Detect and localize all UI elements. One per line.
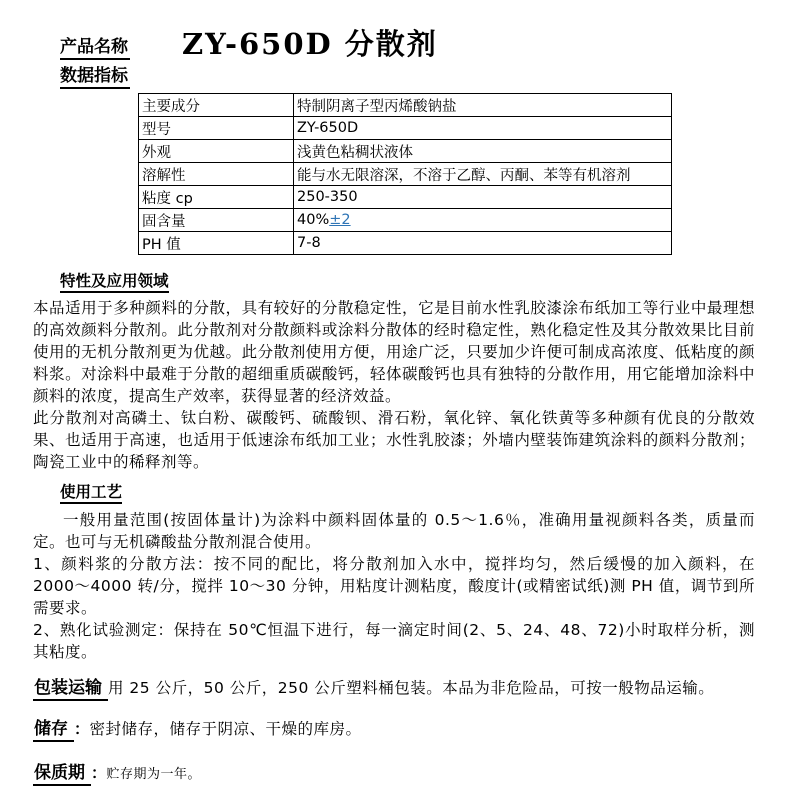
data-index-label: 数据指标 — [60, 66, 130, 89]
table-row — [139, 163, 672, 186]
spec-label: 固含量 — [139, 209, 294, 232]
usage-section-heading — [60, 482, 755, 504]
spec-label: 粘度 cp — [139, 186, 294, 209]
shelf-life-section — [33, 761, 755, 787]
data-index-row — [33, 66, 755, 90]
header-row — [33, 26, 755, 60]
spec-value — [294, 209, 672, 232]
table-row — [139, 94, 672, 117]
spec-label: 外观 — [139, 140, 294, 163]
spec-value: 250-350 — [294, 186, 672, 209]
features-paragraph-2: 此分散剂对高磷土、钛白粉、碳酸钙、硫酸钡、滑石粉，氧化锌、氧化铁黄等多种颜有优良的分散效果、也适用于高速，也适用于低速涂布纸加工业；水性乳胶漆；外墙内壁装饰建筑涂料的颜料分散剂；陶瓷工业中的稀释剂等。 — [33, 409, 755, 471]
spec-label: 型号 — [139, 117, 294, 140]
table-row — [139, 140, 672, 163]
storage-text: 密封储存，储存于阴凉、干燥的库房。 — [89, 720, 362, 738]
usage-heading-text: 使用工艺 — [60, 483, 122, 504]
spec-value: 浅黄色粘稠状液体 — [294, 140, 672, 163]
features-paragraph-1: 本品适用于多种颜料的分散，具有较好的分散稳定性，它是目前水性乳胶漆涂布纸加工等行业中最理想的高效颜料分散剂。此分散剂对分散颜料或涂料分散体的经时稳定性，熟化稳定性及其分散效果比目前使用的无机分散剂更为优越。此分散剂使用方便，用途广泛，只要加少许便可制成高浓度、低粘度的颜料浆。对涂料中最难于分散的超细重质碳酸钙，轻体碳酸钙也具有独特的分散作用，用它能增加涂料中颜料的浓度，提高生产效率，获得显著的经济效益。 — [33, 299, 755, 405]
features-heading-text: 特性及应用领域 — [60, 272, 169, 293]
storage-separator: ： — [74, 720, 90, 738]
table-row — [139, 209, 672, 232]
packaging-heading: 包装运输 — [33, 678, 108, 701]
table-row — [139, 186, 672, 209]
table-row — [139, 117, 672, 140]
shelf-life-heading: 保质期 — [33, 763, 91, 786]
storage-section — [33, 717, 755, 741]
solid-content-tolerance: ±2 — [329, 212, 351, 228]
spec-value: 特制阴离子型丙烯酸钠盐 — [294, 94, 672, 117]
shelf-life-separator: ： — [91, 764, 107, 782]
packaging-section — [33, 676, 755, 700]
spec-value: 7-8 — [294, 232, 672, 255]
solid-content-value: 40% — [297, 212, 330, 228]
spec-label: PH 值 — [139, 232, 294, 255]
spec-label: 主要成分 — [139, 94, 294, 117]
spec-value: ZY-650D — [294, 117, 672, 140]
spec-label: 溶解性 — [139, 163, 294, 186]
features-section-heading — [60, 271, 755, 293]
spec-table — [138, 93, 672, 255]
packaging-text: 用 25 公斤，50 公斤，250 公斤塑料桶包装。本品为非危险品，可按一般物品运输。 — [108, 679, 715, 697]
spec-value: 能与水无限溶深，不溶于乙醇、丙酮、苯等有机溶剂 — [294, 163, 672, 186]
usage-step-1: 1、颜料浆的分散方法：按不同的配比，将分散剂加入水中，搅拌均匀，然后缓慢的加入颜料，在 2000～4000 转/分，搅拌 10～30 分钟，用粘度计测粘度，酸度计(或精密试纸)测 PH 值，调节到所需要求。 — [33, 555, 755, 617]
storage-heading: 储存 — [33, 719, 74, 742]
usage-intro-paragraph: 一般用量范围(按固体量计)为涂料中颜料固体量的 0.5～1.6％，准确用量视颜料各类，质量而定。也可与无机磷酸盐分散剂混合使用。 — [33, 511, 755, 551]
product-name-label: 产品名称 — [60, 37, 130, 60]
page-title: ZY-650D 分散剂 — [182, 27, 438, 61]
shelf-life-text: 贮存期为一年。 — [106, 767, 202, 782]
table-row — [139, 232, 672, 255]
usage-step-2: 2、熟化试验测定：保持在 50℃恒温下进行，每一滴定时间(2、5、24、48、72)小时取样分析，测其粘度。 — [33, 621, 755, 661]
